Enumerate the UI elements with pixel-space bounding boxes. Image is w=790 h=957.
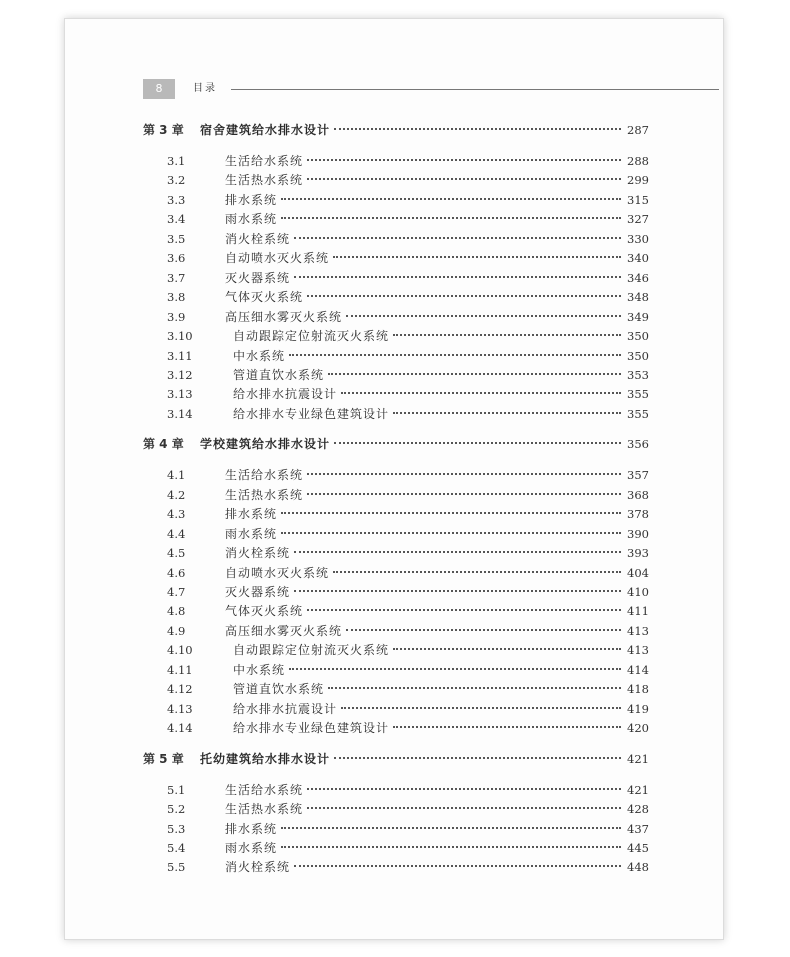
toc-entry-title: 排水系统 (225, 507, 278, 522)
toc-entry-title: 生活热水系统 (225, 173, 304, 188)
dot-leader (294, 865, 621, 867)
toc-entry-title: 给水排水专业绿色建筑设计 (233, 721, 390, 736)
toc-entry-page: 410 (627, 585, 649, 599)
toc-entry-title: 生活给水系统 (225, 782, 304, 797)
toc-entry-number: 3.5 (167, 231, 186, 246)
toc-entry-page: 330 (627, 231, 649, 246)
toc-chapter-row[interactable] (143, 750, 649, 769)
page-header (143, 79, 723, 99)
toc-entry-number: 3.1 (167, 154, 186, 168)
toc-section-row[interactable] (143, 152, 649, 171)
toc-entry-title: 高压细水雾灭火系统 (225, 623, 343, 638)
dot-leader (307, 493, 621, 495)
toc-entry-number: 5.1 (167, 782, 186, 797)
toc-section-row[interactable] (143, 781, 649, 800)
toc-section-row[interactable] (143, 719, 649, 738)
toc-entry-page: 419 (627, 701, 649, 716)
toc-entry-page: 411 (627, 604, 649, 619)
toc-section-row[interactable] (143, 602, 649, 621)
toc-entry-page: 315 (627, 192, 649, 207)
toc-entry-number: 第 3 章 (143, 123, 184, 137)
toc-entry-title: 给水排水抗震设计 (233, 387, 338, 402)
toc-entry-page: 418 (627, 682, 649, 697)
document-page (64, 18, 724, 940)
dot-leader (281, 217, 621, 219)
dot-leader (307, 473, 621, 475)
toc-entry-number: 3.13 (167, 387, 193, 402)
toc-entry-number: 5.3 (167, 821, 186, 836)
toc-chapter-row[interactable] (143, 435, 649, 454)
dot-leader (346, 629, 621, 631)
toc-entry-title: 排水系统 (225, 821, 278, 836)
toc-section-row[interactable] (143, 525, 649, 544)
toc-section-row[interactable] (143, 505, 649, 524)
toc-entry-page: 445 (627, 840, 649, 855)
dot-leader (393, 412, 621, 414)
toc-entry-title: 管道直饮水系统 (233, 682, 325, 697)
toc-entry-page: 378 (627, 507, 649, 522)
toc-entry-number: 4.4 (167, 526, 186, 541)
toc-entry-page: 353 (627, 367, 649, 382)
dot-leader (328, 373, 621, 375)
toc-entry-page: 350 (627, 348, 649, 363)
dot-leader (307, 788, 621, 790)
toc-entry-number: 5.2 (167, 802, 186, 817)
dot-leader (281, 846, 621, 848)
toc-entry-title: 自动喷水灭火系统 (225, 251, 330, 266)
toc-entry-page: 437 (627, 821, 649, 836)
toc-section-row[interactable] (143, 191, 649, 210)
toc-entry-number: 3.14 (167, 406, 193, 421)
toc-entry-page: 287 (627, 123, 649, 137)
toc-entry-page: 428 (627, 802, 649, 817)
toc-entry-title: 中水系统 (233, 348, 286, 363)
toc-entry-number: 5.5 (167, 860, 186, 875)
dot-leader (307, 609, 621, 611)
dot-leader (281, 827, 621, 829)
toc-section-row[interactable] (143, 466, 649, 485)
dot-leader (334, 128, 621, 130)
toc-entry-page: 414 (627, 662, 649, 677)
toc-entry-page: 288 (627, 154, 649, 168)
dot-leader (334, 757, 621, 759)
toc-section-row[interactable] (143, 486, 649, 505)
toc-entry-page: 413 (627, 623, 649, 638)
dot-leader (333, 571, 621, 573)
toc-entry-title: 给水排水专业绿色建筑设计 (233, 406, 390, 421)
toc-entry-title: 消火栓系统 (225, 546, 291, 561)
toc-entry-title: 灭火器系统 (225, 270, 291, 285)
toc-section-row[interactable] (143, 347, 649, 366)
dot-leader (328, 687, 621, 689)
running-header-title: 目录 (193, 83, 217, 94)
toc-section-row[interactable] (143, 622, 649, 641)
toc-entry-number: 4.12 (167, 682, 193, 697)
toc-entry-title: 中水系统 (233, 662, 286, 677)
toc-entry-title: 雨水系统 (225, 212, 278, 227)
toc-entry-number: 3.6 (167, 251, 186, 266)
toc-entry-title: 托幼建筑给水排水设计 (200, 751, 331, 766)
toc-entry-title: 雨水系统 (225, 526, 278, 541)
dot-leader (393, 726, 621, 728)
toc-entry-page: 357 (627, 468, 649, 483)
toc-section-row[interactable] (143, 210, 649, 229)
toc-entry-number: 3.10 (167, 329, 193, 344)
page-number-badge: 8 (143, 79, 175, 99)
dot-leader (294, 590, 621, 592)
toc-entry-page: 421 (627, 782, 649, 797)
toc-entry-title: 消火栓系统 (225, 231, 291, 246)
toc-entry-page: 356 (627, 437, 649, 452)
toc-entry-number: 5.4 (167, 840, 186, 855)
toc-entry-page: 349 (627, 309, 649, 324)
toc-entry-page: 421 (627, 751, 649, 766)
header-rule (231, 89, 719, 90)
toc-section-row[interactable] (143, 230, 649, 249)
toc-entry-number: 4.7 (167, 585, 186, 599)
dot-leader (281, 512, 621, 514)
toc-entry-number: 第 5 章 (143, 751, 184, 766)
toc-entry-number: 4.3 (167, 507, 186, 522)
toc-entry-page: 390 (627, 526, 649, 541)
toc-entry-title: 学校建筑给水排水设计 (200, 437, 331, 452)
toc-entry-page: 327 (627, 212, 649, 227)
toc-entry-page: 355 (627, 387, 649, 402)
toc-section-row[interactable] (143, 366, 649, 385)
toc-section-row[interactable] (143, 327, 649, 346)
toc-section-row[interactable] (143, 269, 649, 288)
toc-section-row[interactable] (143, 700, 649, 719)
dot-leader (307, 807, 621, 809)
toc-section-row[interactable] (143, 839, 649, 858)
toc-entry-number: 3.12 (167, 367, 193, 382)
toc-section-row[interactable] (143, 405, 649, 424)
toc-entry-number: 3.4 (167, 212, 186, 227)
toc-section-row[interactable] (143, 641, 649, 660)
toc-entry-title: 气体灭火系统 (225, 290, 304, 305)
toc-section-row[interactable] (143, 544, 649, 563)
toc-entry-title: 自动跟踪定位射流灭火系统 (233, 329, 390, 344)
dot-leader (307, 159, 621, 161)
toc-entry-title: 生活给水系统 (225, 154, 304, 168)
dot-leader (393, 334, 621, 336)
dot-leader (289, 354, 621, 356)
dot-leader (289, 668, 621, 670)
toc-entry-title: 生活给水系统 (225, 468, 304, 483)
toc-entry-number: 4.13 (167, 701, 193, 716)
toc-entry-title: 气体灭火系统 (225, 604, 304, 619)
toc-entry-page: 340 (627, 251, 649, 266)
toc-entry-page: 420 (627, 721, 649, 736)
dot-leader (294, 276, 621, 278)
toc-entry-number: 4.6 (167, 565, 186, 580)
toc-section-row[interactable] (143, 564, 649, 583)
toc-section-row[interactable] (143, 800, 649, 819)
toc-entry-number: 3.9 (167, 309, 186, 324)
toc-entry-number: 4.9 (167, 623, 186, 638)
toc-entry-title: 自动喷水灭火系统 (225, 565, 330, 580)
toc-entry-title: 自动跟踪定位射流灭火系统 (233, 643, 390, 658)
dot-leader (281, 532, 621, 534)
toc-entry-page: 346 (627, 270, 649, 285)
toc-entry-title: 生活热水系统 (225, 487, 304, 502)
toc-entry-title: 排水系统 (225, 192, 278, 207)
toc-entry-page: 299 (627, 173, 649, 188)
toc-entry-number: 3.3 (167, 192, 186, 207)
toc-entry-page: 448 (627, 860, 649, 875)
toc-entry-title: 生活热水系统 (225, 802, 304, 817)
toc-entry-title: 雨水系统 (225, 840, 278, 855)
toc-entry-number: 4.8 (167, 604, 186, 619)
dot-leader (294, 237, 621, 239)
toc-entry-number: 4.11 (167, 662, 193, 677)
toc-section-row[interactable] (143, 858, 649, 877)
toc-entry-title: 管道直饮水系统 (233, 367, 325, 382)
dot-leader (341, 392, 621, 394)
toc-entry-page: 413 (627, 643, 649, 658)
toc-entry-page: 350 (627, 329, 649, 344)
toc-section-row[interactable] (143, 385, 649, 404)
toc-entry-page: 348 (627, 290, 649, 305)
toc-chapter-row[interactable] (143, 121, 649, 140)
toc-entry-title: 高压细水雾灭火系统 (225, 309, 343, 324)
dot-leader (307, 295, 621, 297)
toc-entry-page: 404 (627, 565, 649, 580)
toc-section-row[interactable] (143, 308, 649, 327)
dot-leader (393, 648, 621, 650)
toc-entry-title: 宿舍建筑给水排水设计 (200, 123, 331, 137)
toc-entry-number: 3.2 (167, 173, 186, 188)
toc-section-row[interactable] (143, 171, 649, 190)
toc-entry-title: 灭火器系统 (225, 585, 291, 599)
dot-leader (307, 178, 621, 180)
toc-entry-number: 3.7 (167, 270, 186, 285)
toc-entry-number: 4.1 (167, 468, 186, 483)
toc-entry-number: 4.14 (167, 721, 193, 736)
toc-entry-title: 给水排水抗震设计 (233, 701, 338, 716)
toc-entry-title: 消火栓系统 (225, 860, 291, 875)
dot-leader (341, 707, 621, 709)
toc-entry-number: 3.8 (167, 290, 186, 305)
toc-entry-page: 355 (627, 406, 649, 421)
toc-entry-number: 4.2 (167, 487, 186, 502)
dot-leader (294, 551, 621, 553)
toc-section-row[interactable] (143, 661, 649, 680)
dot-leader (333, 256, 621, 258)
toc-section-row[interactable] (143, 583, 649, 602)
toc-entry-number: 4.10 (167, 643, 193, 658)
toc-entry-page: 368 (627, 487, 649, 502)
toc-section-row[interactable] (143, 820, 649, 839)
toc-section-row[interactable] (143, 288, 649, 307)
toc-entry-page: 393 (627, 546, 649, 561)
dot-leader (334, 442, 621, 444)
toc-entry-number: 3.11 (167, 348, 193, 363)
toc-entry-number: 4.5 (167, 546, 186, 561)
toc-section-row[interactable] (143, 680, 649, 699)
toc-section-row[interactable] (143, 249, 649, 268)
dot-leader (281, 198, 621, 200)
toc-entry-number: 第 4 章 (143, 437, 184, 452)
dot-leader (346, 315, 621, 317)
